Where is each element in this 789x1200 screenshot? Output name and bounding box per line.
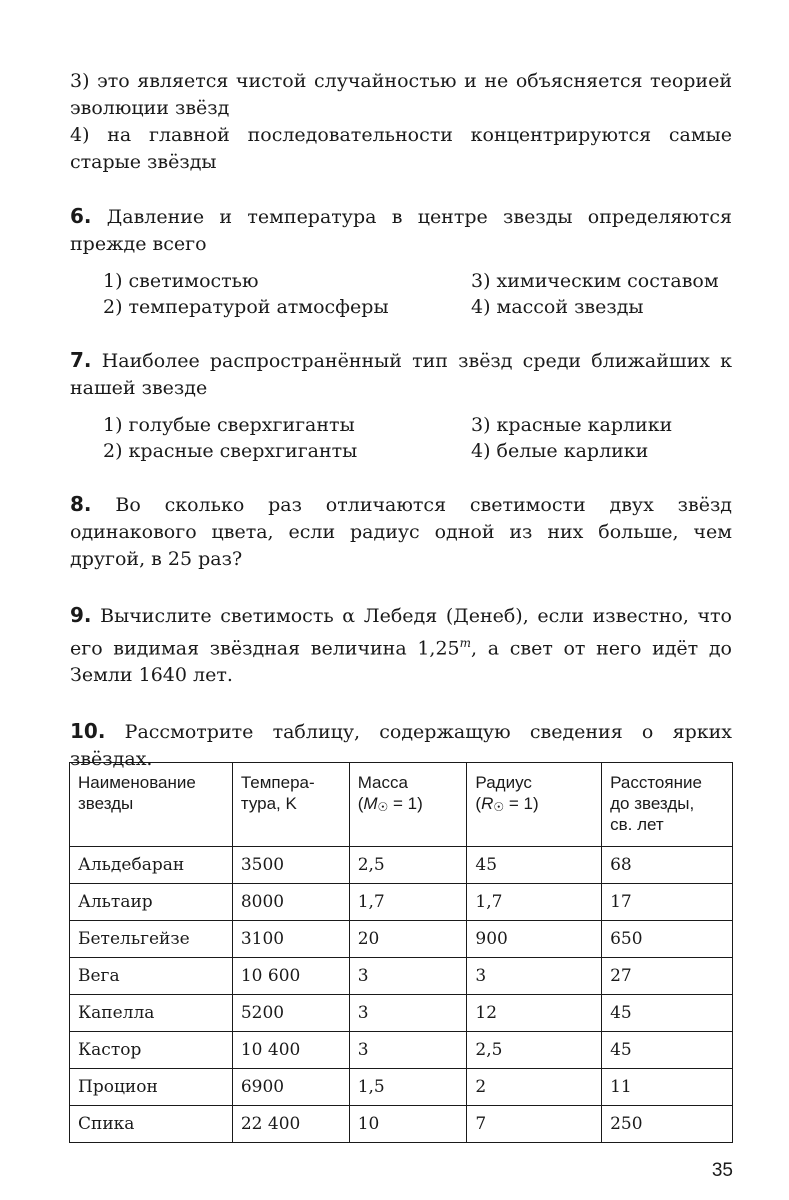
star-name-cell: Вега: [70, 958, 233, 995]
table-row: [70, 921, 733, 958]
distance-cell: 650: [602, 921, 733, 958]
magnitude-superscript: m: [459, 636, 472, 650]
mass-cell: 1,5: [349, 1069, 467, 1106]
radius-cell: 7: [467, 1106, 602, 1143]
temperature-cell: 6900: [232, 1069, 349, 1106]
q6-option-2: 2) температурой атмосферы: [103, 296, 389, 318]
q6-option-1: 1) светимостью: [103, 270, 259, 292]
header-mass-line1: Масса: [357, 773, 408, 792]
mass-cell: 20: [349, 921, 467, 958]
question-8-number: 8.: [70, 492, 92, 516]
header-name-line2: звезды: [78, 794, 134, 813]
q7-option-2: 2) красные сверхгиганты: [103, 440, 358, 462]
q6-option-4: 4) массой звезды: [471, 296, 644, 318]
star-name-cell: Спика: [70, 1106, 233, 1143]
answer-option-3: 3) это является чистой случайностью и не объясняется теорией эволюции звёзд: [70, 70, 732, 119]
distance-cell: 250: [602, 1106, 733, 1143]
question-6-text: Давление и температура в центре звезды определяются прежде всего: [70, 206, 732, 255]
star-name-cell: Капелла: [70, 995, 233, 1032]
temperature-cell: 3100: [232, 921, 349, 958]
question-9-number: 9.: [70, 603, 92, 627]
radius-cell: 2,5: [467, 1032, 602, 1069]
temperature-cell: 22 400: [232, 1106, 349, 1143]
radius-cell: 1,7: [467, 884, 602, 921]
mass-symbol: M: [363, 794, 378, 813]
q7-option-1: 1) голубые сверхгиганты: [103, 414, 355, 436]
header-mass-tail: = 1): [388, 794, 423, 813]
table-row: [70, 847, 733, 884]
header-temp-line2: тура, K: [240, 794, 297, 813]
star-name-cell: Кастор: [70, 1032, 233, 1069]
header-temperature: [232, 763, 349, 847]
table-header-row: [70, 763, 733, 847]
temperature-cell: 3500: [232, 847, 349, 884]
table-row: [70, 1069, 733, 1106]
mass-cell: 3: [349, 995, 467, 1032]
question-8: [70, 491, 732, 573]
mass-cell: 3: [349, 1032, 467, 1069]
question-10-text: Рассмотрите таблицу, содержащую сведения о ярких звёздах.: [70, 721, 732, 771]
question-7-number: 7.: [70, 348, 92, 372]
star-name-cell: Процион: [70, 1069, 233, 1106]
header-radius-tail: = 1): [504, 794, 539, 813]
header-dist-line2: до звезды,: [610, 794, 695, 813]
table-row: [70, 958, 733, 995]
sun-symbol-icon: ☉: [377, 800, 389, 814]
mass-cell: 2,5: [349, 847, 467, 884]
radius-cell: 3: [467, 958, 602, 995]
table-row: [70, 884, 733, 921]
question-9: [70, 602, 732, 689]
header-dist-line1: Расстояние: [610, 773, 702, 792]
header-star-name: [70, 763, 233, 847]
table-row: [70, 995, 733, 1032]
bright-stars-table: [69, 762, 733, 1143]
question-6: [70, 203, 732, 258]
header-dist-line3: св. лет: [610, 815, 664, 834]
temperature-cell: 10 600: [232, 958, 349, 995]
distance-cell: 68: [602, 847, 733, 884]
temperature-cell: 8000: [232, 884, 349, 921]
q7-option-4: 4) белые карлики: [471, 440, 649, 462]
header-distance: [602, 763, 733, 847]
distance-cell: 45: [602, 995, 733, 1032]
mass-cell: 1,7: [349, 884, 467, 921]
distance-cell: 11: [602, 1069, 733, 1106]
radius-cell: 2: [467, 1069, 602, 1106]
distance-cell: 27: [602, 958, 733, 995]
distance-cell: 45: [602, 1032, 733, 1069]
question-8-text: Во сколько раз отличаются светимости двух звёзд одинакового цвета, если радиус одной из них больше, чем другой, в 25 раз?: [70, 494, 733, 570]
q7-option-3: 3) красные карлики: [471, 414, 673, 436]
header-mass: Масса (M☉ = 1): [349, 763, 467, 847]
table-row: [70, 1032, 733, 1069]
table-row: [70, 1106, 733, 1143]
header-temp-line1: Темпера-: [240, 773, 315, 792]
sun-symbol-icon: ☉: [493, 800, 505, 814]
header-radius-line1: Радиус: [475, 773, 532, 792]
mass-cell: 10: [349, 1106, 467, 1143]
question-7: [70, 347, 732, 402]
radius-symbol: R: [481, 794, 494, 813]
question-7-text: Наиболее распространённый тип звёзд среди ближайших к нашей звезде: [70, 350, 733, 399]
header-radius: Радиус (R☉ = 1): [467, 763, 602, 847]
answer-option-4: 4) на главной последовательности концентрируются самые старые звёзды: [70, 124, 732, 173]
q6-option-3: 3) химическим составом: [471, 270, 719, 292]
distance-cell: 17: [602, 884, 733, 921]
radius-cell: 900: [467, 921, 602, 958]
question-9-text: Вычислите светимость α Лебедя (Денеб), если известно, что его видимая звёздная величина 1,25: [70, 605, 732, 660]
radius-cell: 45: [467, 847, 602, 884]
mass-cell: 3: [349, 958, 467, 995]
temperature-cell: 5200: [232, 995, 349, 1032]
page-number: 35: [711, 1160, 733, 1181]
star-name-cell: Альтаир: [70, 884, 233, 921]
page-content: [70, 68, 732, 773]
temperature-cell: 10 400: [232, 1032, 349, 1069]
header-name-line1: Наименование: [78, 773, 196, 792]
question-6-options: [103, 268, 732, 320]
table-body: [70, 847, 733, 1143]
star-name-cell: Бетельгейзе: [70, 921, 233, 958]
question-6-number: 6.: [70, 204, 92, 228]
star-name-cell: Альдебаран: [70, 847, 233, 884]
radius-cell: 12: [467, 995, 602, 1032]
question-9-text-end: , а свет от него идёт до Земли 1640 лет.: [70, 637, 732, 687]
question-7-options: [103, 412, 732, 464]
question-10-number: 10.: [70, 719, 106, 744]
